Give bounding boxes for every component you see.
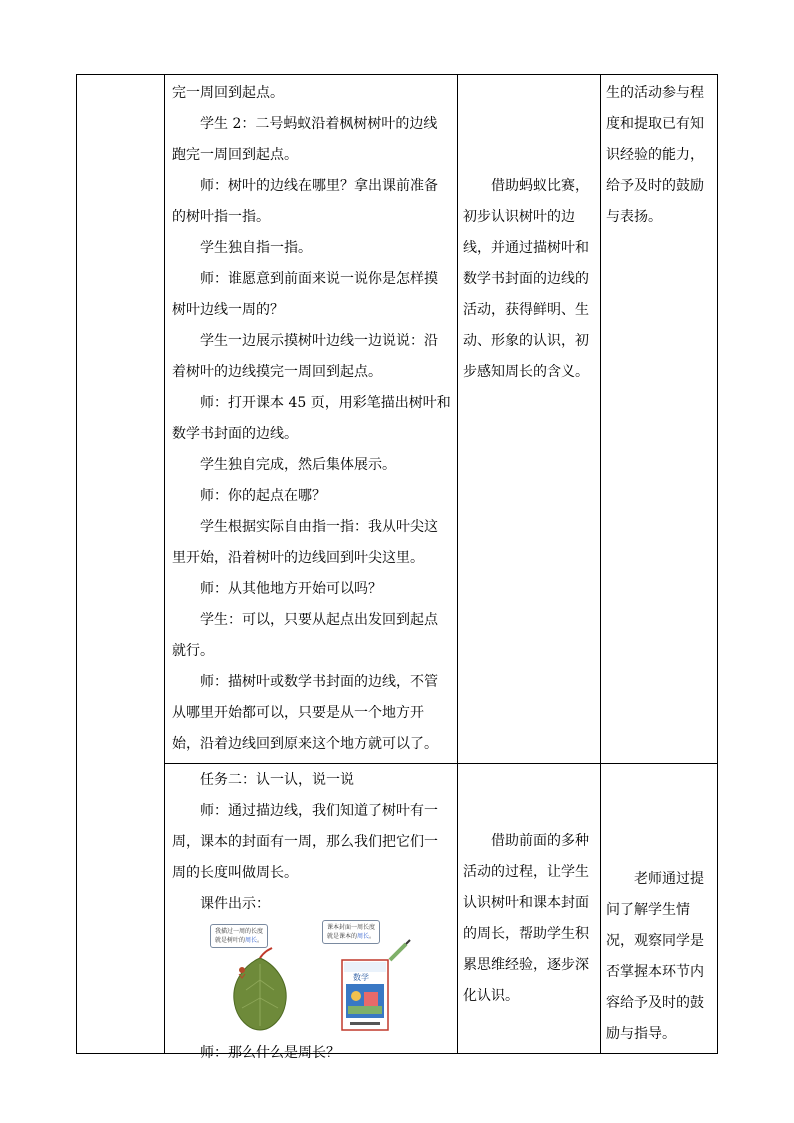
row-divider: [164, 763, 718, 764]
evaluation-text: 老师通过提问了解学生情况，观察同学是否掌握本环节内容给予及时的鼓励与指导。: [606, 871, 704, 1042]
process-line: 师：树叶的边线在哪里？拿出课前准备的树叶指一指。: [172, 178, 438, 225]
bubble-line: 。: [369, 933, 376, 940]
intent-text: 借助前面的多种活动的过程，让学生认识树叶和课本封面的周长，帮助学生积累思维经验，逐步深化认识。: [463, 833, 589, 1004]
lesson-table: [76, 74, 718, 1061]
process-line: 学生独自完成，然后集体展示。: [200, 457, 396, 473]
bubble-line: 课本封面一周长度: [327, 924, 376, 931]
book-cover-title: 数学: [353, 973, 369, 982]
table-border-left: [76, 74, 77, 1054]
bubble-line: 就是课本的: [327, 933, 358, 940]
courseware-images: [202, 920, 451, 1038]
process-line: 学生：可以，只要从起点出发回到起点就行。: [172, 612, 438, 659]
bubble-highlight: 周长: [245, 937, 258, 944]
process-line: 师：从其他地方开始可以吗？: [200, 581, 382, 597]
process-line: 学生独自指一指。: [200, 240, 312, 256]
bubble-line: 就是树叶的: [215, 937, 246, 944]
process-line: 师：打开课本 45 页，用彩笔描出树叶和数学书封面的边线。: [172, 395, 451, 442]
process-line: 学生 2：二号蚂蚁沿着枫树树叶的边线跑完一周回到起点。: [172, 116, 438, 163]
table-border-right: [717, 74, 718, 1054]
column-divider-1: [164, 74, 165, 1054]
process-line: 学生一边展示摸树叶边线一边说说：沿着树叶的边线摸完一周回到起点。: [172, 333, 438, 380]
bubble-highlight: 周长: [357, 933, 370, 940]
upper-process-cell: [172, 78, 451, 760]
lower-evaluation-cell: [606, 864, 712, 1050]
process-line: 师：描树叶或数学书封面的边线，不管从哪里开始都可以，只要是从一个地方开始，沿着边线回到原来这个地方就可以了。: [172, 674, 438, 752]
table-border-top: [76, 74, 718, 75]
upper-intent-cell: [463, 171, 595, 388]
bubble-line: 我描过一周的长度: [215, 928, 264, 935]
teacher-line: 师：通过描边线，我们知道了树叶有一周，课本的封面有一周，那么我们把它们一周的长度叫做周长。: [172, 803, 438, 881]
process-line: 学生根据实际自由指一指：我从叶尖这里开始，沿着树叶的边线回到叶尖这里。: [172, 519, 438, 566]
column-divider-2: [457, 74, 458, 1054]
process-line: 师：你的起点在哪？: [200, 488, 326, 504]
column-divider-3: [600, 74, 601, 1054]
book-illustration: [320, 920, 430, 1036]
task-title: 任务二：认一认，说一说: [200, 772, 354, 788]
intent-text: 借助蚂蚁比赛，初步认识树叶的边线，并通过描树叶和数学书封面的边线的活动，获得鲜明、生动、形象的认识，初步感知周长的含义。: [463, 178, 589, 380]
courseware-label: 课件出示：: [200, 896, 270, 912]
evaluation-text: 生的活动参与程度和提取已有知识经验的能力，给予及时的鼓励与表扬。: [606, 85, 704, 225]
book-cover-icon: [320, 920, 430, 1036]
lower-intent-cell: [463, 826, 595, 1012]
leaf-icon: [202, 920, 310, 1036]
upper-evaluation-cell: [606, 78, 712, 233]
process-line: 师：谁愿意到前面来说一说你是怎样摸树叶边线一周的？: [172, 271, 438, 318]
question-line: 师：那么什么是周长？: [200, 1045, 340, 1061]
bubble-line: 。: [257, 937, 264, 944]
leaf-illustration: [202, 920, 310, 1036]
process-line: 完一周回到起点。: [172, 85, 284, 101]
lower-process-cell: [172, 765, 451, 1069]
